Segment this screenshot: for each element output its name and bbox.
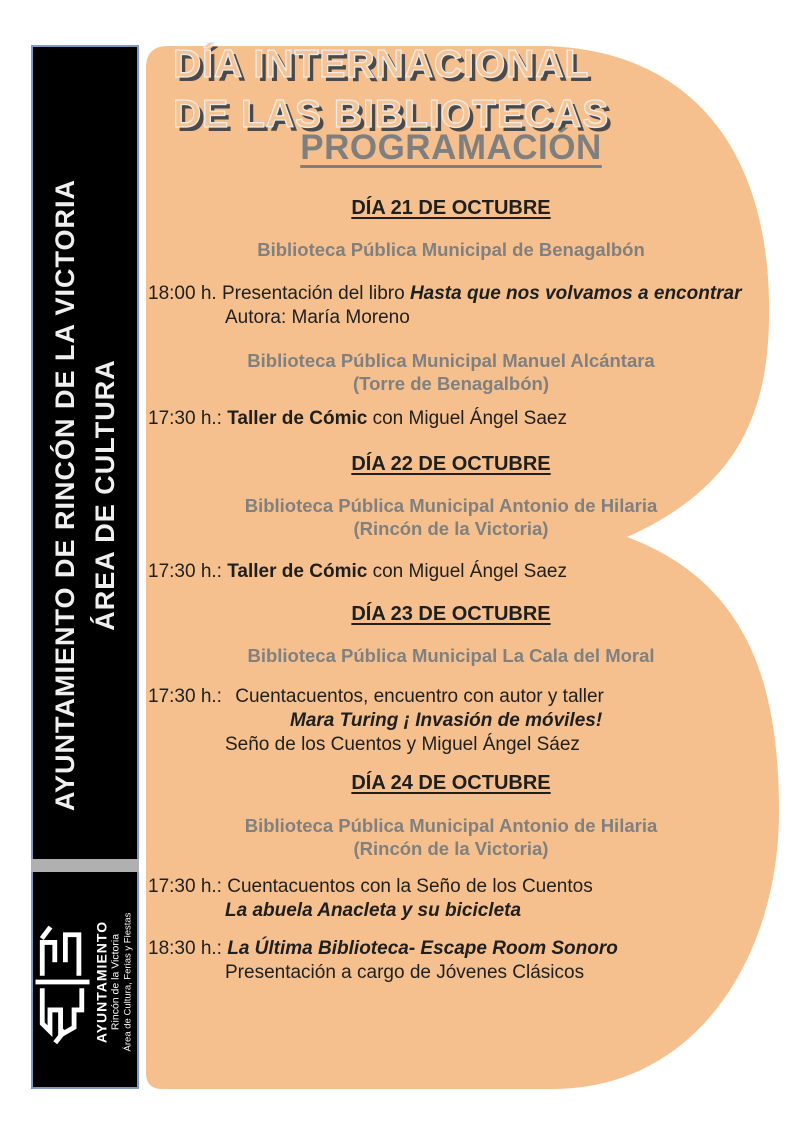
event-show-title: La Última Biblioteca- Escape Room Sonoro: [227, 938, 618, 959]
venue-antonio-hilaria: Biblioteca Pública Municipal Antonio de Hilaria: [244, 495, 658, 516]
sidebar-separator: [31, 859, 139, 872]
venue-manuel-alcantara-place: (Torre de Benagalbón): [353, 373, 549, 394]
event-time: 17:30 h.:: [148, 686, 222, 707]
venue-manuel-alcantara: Biblioteca Pública Municipal Manuel Alcántara: [247, 350, 655, 371]
program-content: [145, 0, 757, 1123]
event-time: 17:30 h.:: [148, 876, 222, 897]
event-line: [145, 282, 760, 306]
event-show-title: La abuela Anacleta y su bicicleta: [225, 900, 522, 921]
event-line: [145, 407, 760, 431]
poster-title: [173, 40, 609, 140]
event-text: con Miguel Ángel Saez: [372, 561, 567, 582]
poster-title-line2: DE LAS BIBLIOTECAS: [173, 93, 610, 136]
logo-subtitle-1: Rincón de la Victoria: [109, 933, 122, 1031]
council-logo: [36, 877, 135, 1087]
event-text: con Miguel Ángel Saez: [372, 408, 567, 429]
event-text: Presentación del libro: [221, 283, 405, 304]
program-subtitle: PROGRAMACIÓN: [300, 128, 602, 167]
venue-antonio-hilaria-place: (Rincón de la Victoria): [353, 518, 549, 539]
event-text: Presentación a cargo de Jóvenes Clásicos: [225, 962, 585, 983]
day-heading-24: DÍA 24 DE OCTUBRE: [351, 772, 551, 794]
poster-title-line1: DÍA INTERNACIONAL: [173, 43, 590, 86]
municipal-emblem-icon: [36, 919, 90, 1045]
event-line: [145, 875, 760, 899]
venue-benagalbon: Biblioteca Pública Municipal de Benagalbón: [257, 239, 645, 260]
event-line: [145, 937, 760, 961]
sidebar-vertical-title: [45, 179, 125, 811]
municipality-name: AYUNTAMIENTO DE RINCÓN DE LA VICTORIA: [50, 178, 80, 812]
event-workshop: Taller de Cómic: [227, 408, 368, 429]
venue-la-cala: Biblioteca Pública Municipal La Cala del Moral: [247, 645, 655, 666]
day-heading-21: DÍA 21 DE OCTUBRE: [351, 197, 551, 219]
event-time: 18:00 h.: [148, 283, 217, 304]
event-time: 17:30 h.:: [148, 408, 222, 429]
day-heading-22: DÍA 22 DE OCTUBRE: [351, 453, 551, 475]
event-performers: Seño de los Cuentos y Miguel Ángel Sáez: [225, 734, 580, 755]
venue-antonio-hilaria: Biblioteca Pública Municipal Antonio de Hilaria: [244, 815, 658, 836]
event-workshop: Taller de Cómic: [227, 561, 368, 582]
department-name: ÁREA DE CULTURA: [90, 359, 120, 631]
logo-title: AYUNTAMIENTO: [93, 920, 110, 1044]
event-author: Autora: María Moreno: [225, 307, 410, 328]
event-time: 17:30 h.:: [148, 561, 222, 582]
sidebar: [31, 45, 139, 1089]
event-time: 18:30 h.:: [148, 938, 222, 959]
event-text: Cuentacuentos, encuentro con autor y taller: [235, 686, 604, 707]
event-line: [145, 560, 760, 584]
event-book-title: Hasta que nos volvamos a encontrar: [409, 283, 742, 304]
logo-subtitle-2: Área de Cultura, Ferias y Fiestas: [122, 912, 134, 1052]
event-text: Cuentacuentos con la Seño de los Cuentos: [227, 876, 593, 897]
event-line: [145, 685, 760, 709]
day-heading-23: DÍA 23 DE OCTUBRE: [351, 603, 551, 625]
event-show-title: Mara Turing ¡ Invasión de móviles!: [290, 710, 603, 731]
venue-antonio-hilaria-place: (Rincón de la Victoria): [353, 838, 549, 859]
